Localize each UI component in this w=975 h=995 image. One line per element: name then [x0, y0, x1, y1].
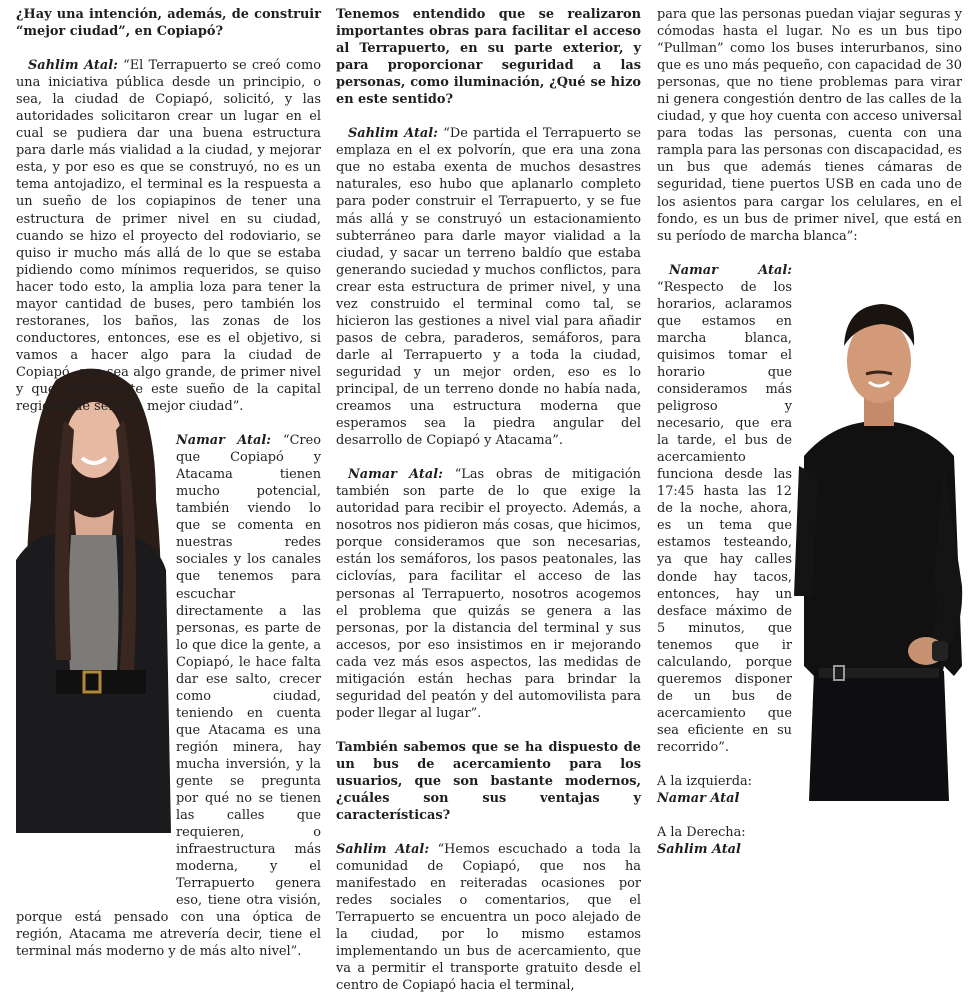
- column-2: [336, 6, 641, 995]
- speaker-name: Sahlim Atal:: [348, 126, 438, 142]
- speaker-name: Sahlim Atal:: [28, 58, 118, 74]
- answer-paragraph: [336, 125, 641, 449]
- question-1: ¿Hay una intención, además, de construir “mejor ciudad”, en Copiapó?: [16, 7, 321, 40]
- caption-left-name: Namar Atal: [657, 791, 740, 807]
- question-2: Tenemos entendido que se realizaron importantes obras para facilitar el acceso al Terrapuerto, en su parte exterior, y para proporcionar seguridad a las personas, como iluminación, ¿Qué se hizo en este sentido?: [336, 7, 641, 108]
- column-1: [16, 6, 321, 961]
- answer-paragraph: [336, 841, 641, 994]
- answer-text: “Hemos escuchado a toda la comunidad de Copiapó, que nos ha manifestado en reiteradas ocasiones por redes sociales o comentarios, que el Terrapuerto se encuentra un poco alejado de la ciudad, por lo mismo estamos implementando un bus de acercamiento, que va a permitir el transporte gratuito desde el centro de Copiapó hacia el terminal,: [336, 842, 641, 994]
- answer-paragraph: [336, 466, 641, 722]
- answer-paragraph: [16, 57, 321, 415]
- speaker-name: Namar Atal:: [176, 433, 272, 449]
- answer-text: “El Terrapuerto se creó como una iniciativa pública desde un principio, o sea, la ciudad de Copiapó, solicitó, y las autoridades solicitaron crear un lugar en el cual se pudiera dar una buena estructura para darle más vialidad a la ciudad, y mejorar esta, y por eso es que se construyó, no es un tema antojadizo, el terminal es la respuesta a un sueño de los copiapinos de tener una estructura de primer nivel en su ciudad, cuando se hizo el proyecto del rodoviario, se quiso ir mucho más allá de lo que se estaba pidiendo como mínimos requeridos, se quiso hacer todo esto, la amplia loza para tener la mayor cantidad de buses, pero también los restoranes, los baños, las zonas de los conductores, entonces, ese es el objetivo, si vamos a hacer algo para la ciudad de Copiapó, que sea algo grande, de primer nivel y que se concrete este sueño de la capital regional de ser una mejor ciudad”.: [16, 58, 321, 415]
- answer-paragraph: para que las personas puedan viajar seguras y cómodas hasta el lugar. No es un bus tipo “Pullman” como los buses interurbanos, sino que es uno más pequeño, con capacidad de 30 personas, que no tiene problemas para virar ni genera congestión dentro de las calles de la ciudad, y que hoy cuenta con acceso universal para todas las personas, cuenta con una rampla para las personas con discapacidad, es un bus que además tienes cámaras de seguridad, tiene puertos USB en cada uno de los asientos para cargar los celulares, en el fondo, es un bus de primer nivel, que está en su período de marcha blanca”:: [657, 7, 962, 244]
- answer-text: “Respecto de los horarios, aclaramos que estamos en marcha blanca, quisimos tomar el horario que consideramos más peligroso y necesario, que era la tarde, el bus de acercamiento funciona desde las 17:45 hasta las 12 de la noche, ahora, es un tema que estamos testeando, ya que hay calles donde hay tacos, entonces, hay un desface máximo de 5 minutos, que tenemos que ir calculando, porque queremos disponer de un bus de acercamiento que sea eficiente en su recorrido”.: [657, 279, 792, 755]
- caption-right-label: A la Derecha:: [657, 825, 746, 841]
- speaker-name: Sahlim Atal:: [336, 842, 430, 858]
- speaker-name: Namar Atal:: [669, 262, 792, 278]
- column-3: [657, 6, 962, 858]
- question-3: También sabemos que se ha dispuesto de un bus de acercamiento para los usuarios, que son bastante modernos, ¿cuáles son sus ventajas y características?: [336, 739, 641, 824]
- answer-text: “De partida el Terrapuerto se emplaza en el ex polvorín, que era una zona que no estaba exenta de muchos desastres naturales, eso hubo que aplanarlo completo para poder construir el Terrapuerto, y se fue más allá y se construyó un estacionamiento subterráneo para darle mayor vialidad a la ciudad, y sacar un terreno baldío que estaba generando suciedad y muchos conflictos, para crear esta estructura de primer nivel, y una vez construido el terminal como tal, se hicieron las gestiones a nivel vial para añadir pasos de cebra, paraderos, semáforos, para darle al Terrapuerto y a toda la ciudad, seguridad y un mejor orden, eso es lo principal, de un terreno donde no había nada, creamos una estructura moderna que esperamos sea la piedra angular del desarrollo de Copiapó y Atacama”.: [336, 126, 641, 449]
- answer-text: “Las obras de mitigación también son parte de lo que exige la autoridad para recibir el proyecto. Además, a nosotros nos pidieron más cosas, que hicimos, porque consideramos que son necesarias, están los semáforos, los pasos peatonales, las ciclovías, para facilitar el acceso de las personas al Terrapuerto, nosotros acogemos el problema que quizás se genera a las personas, por la distancia del terminal y sus accesos, por eso insistimos en ir mejorando cada vez más esos aspectos, las medidas de mitigación están hechas para brindar la seguridad del peatón y del automovilista para poder llegar al lugar”.: [336, 467, 641, 721]
- caption-right-name: Sahlim Atal: [657, 842, 741, 858]
- caption-left-label: A la izquierda:: [657, 774, 752, 790]
- answer-text: “Creo que Copiapó y Atacama tienen mucho potencial, también viendo lo que se comenta en nuestras redes sociales y los canales que tenemos para escuchar directamente a las personas, es parte de lo que dice la gente, a Copiapó, le hace falta dar ese salto, crecer como ciudad, teniendo en cuenta que Atacama es una región minera, hay mucha inversión, y la gente se pregunta por qué no se tienen las calles que requieren, o infraestructura más moderna, y el Terrapuerto genera eso, tiene otra visión, porque está pensado con una óptica de región, Atacama me atrevería decir, tiene el terminal más moderno y de más alto nivel”.: [16, 433, 321, 960]
- speaker-name: Namar Atal:: [348, 467, 443, 483]
